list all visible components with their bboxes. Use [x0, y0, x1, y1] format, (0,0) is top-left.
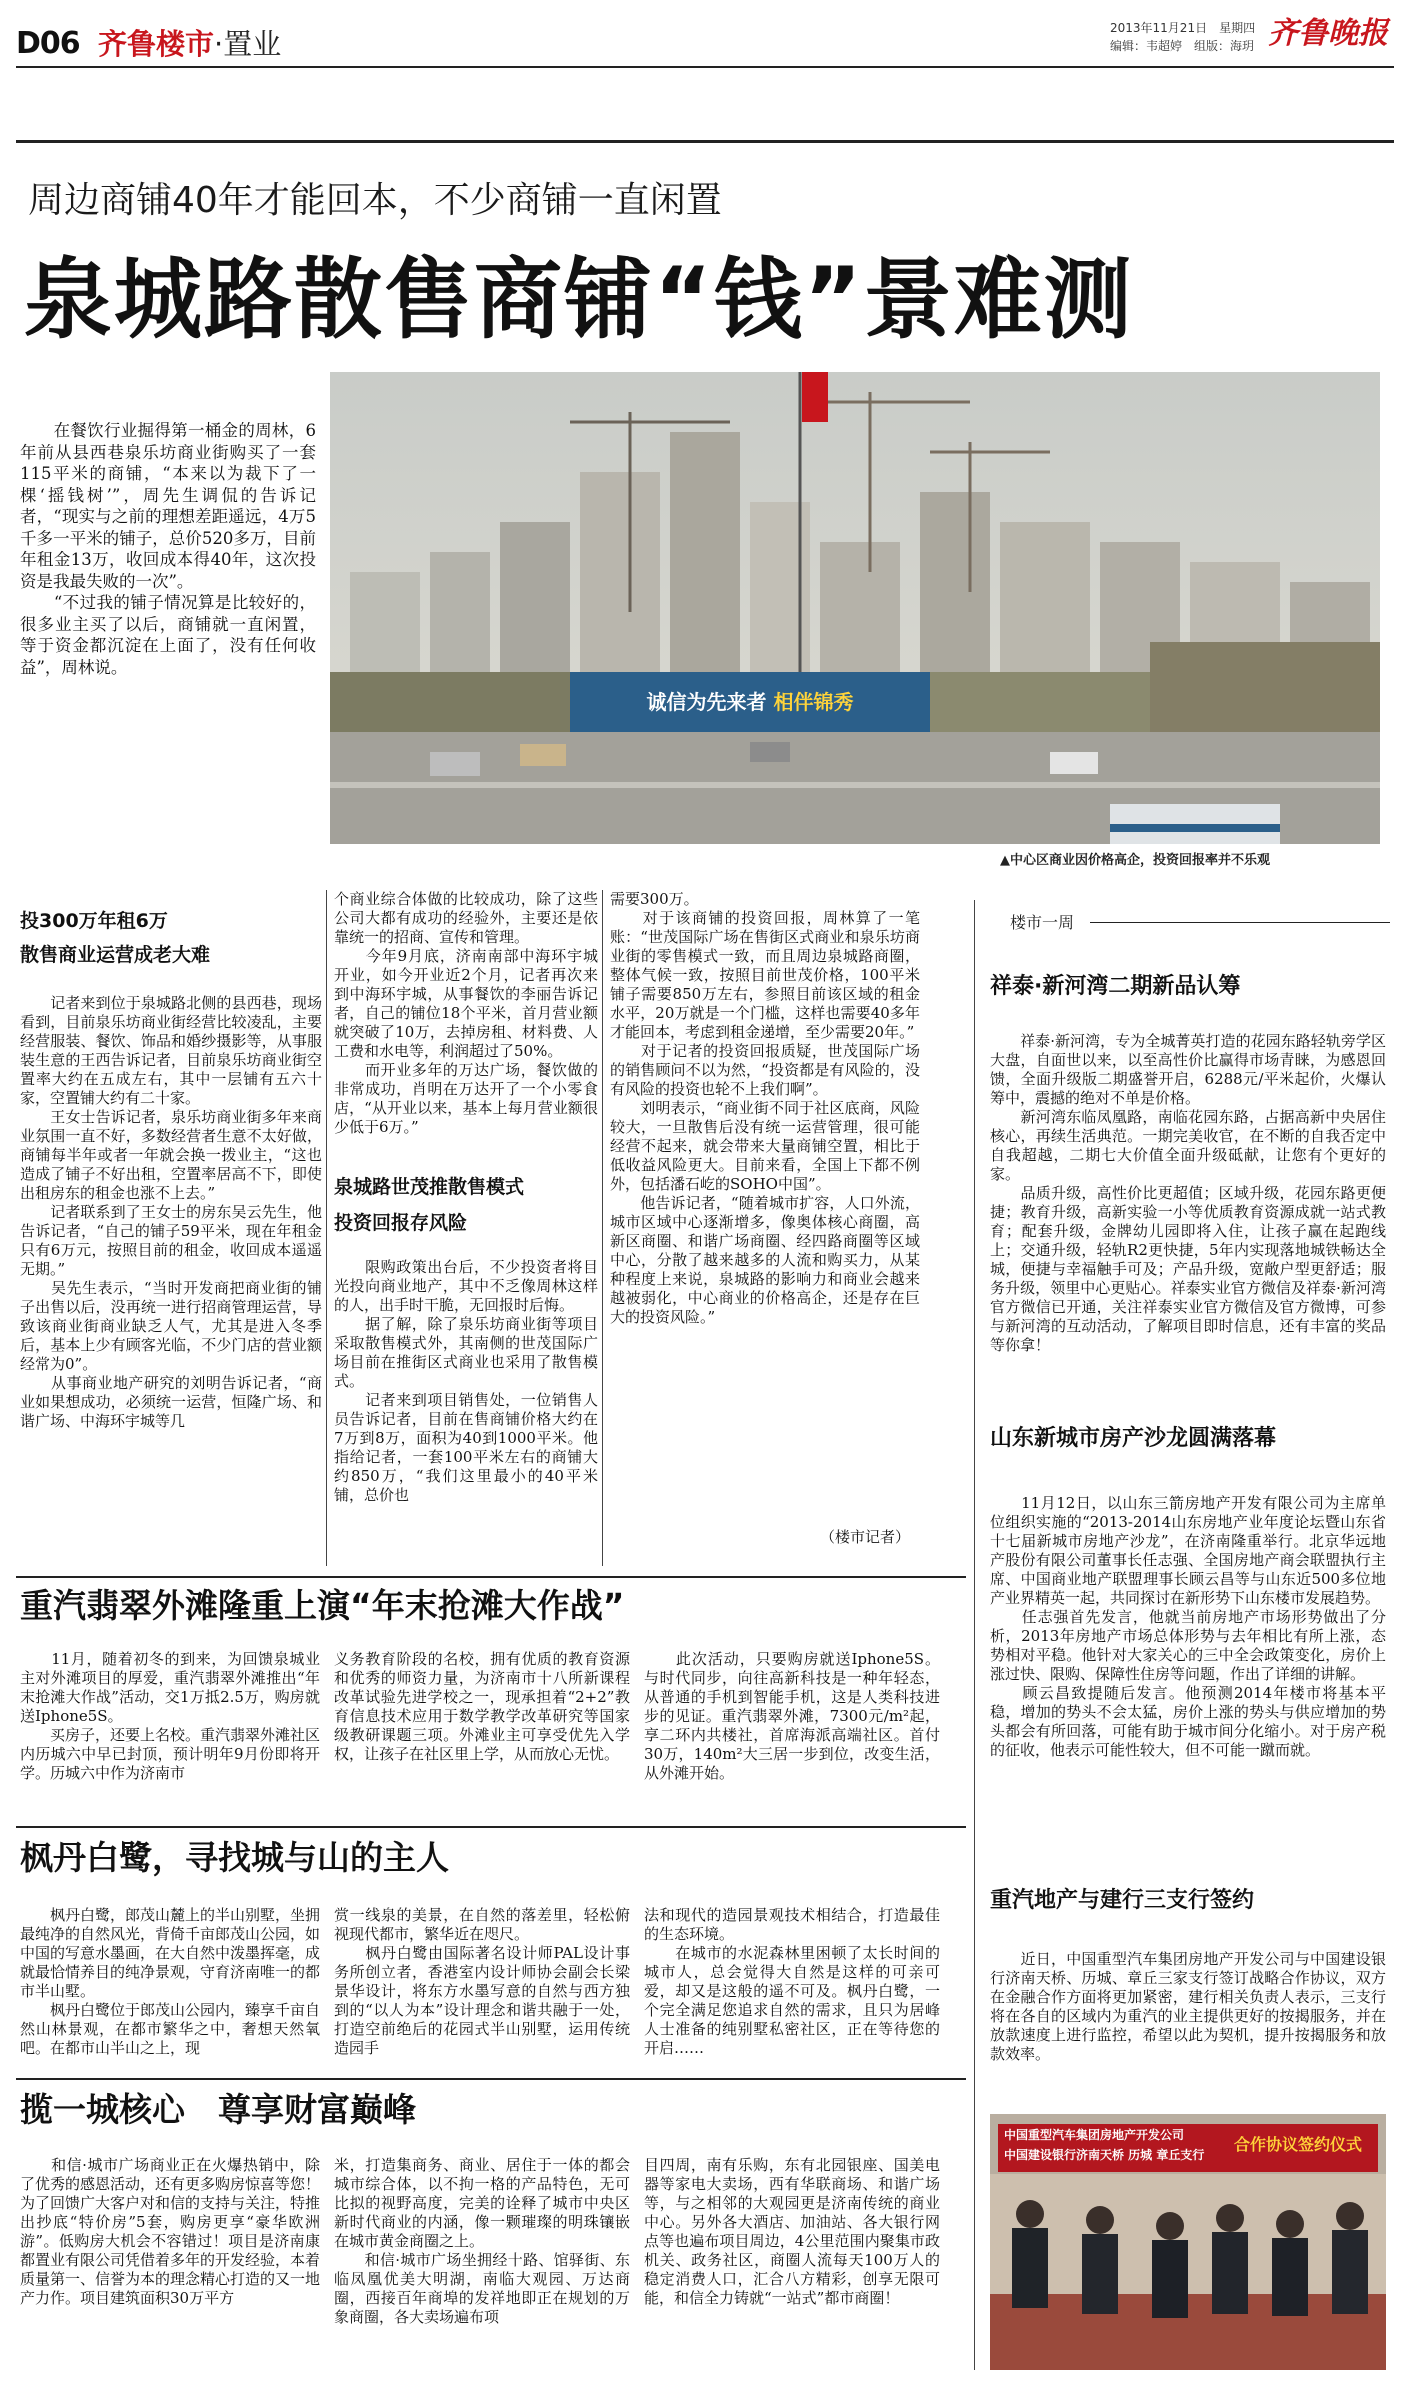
article-2-title: 枫丹白鹭，寻找城与山的主人: [20, 1838, 449, 1877]
sidebar-title-2: 山东新城市房产沙龙圆满落幕: [990, 1426, 1277, 1451]
article-3-col-1: 和信·城市广场商业正在火爆热销中，除了优秀的感恩活动，还有更多购房惊喜等您！为了回馈广大客户对和信的支持与关注，特推出抄底“特价房”5套，购房更享“豪华欧洲游”。低购房大机会不容错过！项目是济南康都置业有限公司凭借着多年的开发经验，本着质量第一、信誉为本的理念精心打造的又一地产力作。项目建筑面积30万平方: [20, 2156, 320, 2307]
article-2-col-1: 枫丹白鹭，郎茂山麓上的半山别墅，坐拥最纯净的自然风光，背倚千亩郎茂山公园，如中国的写意水墨画，在大自然中泼墨挥毫，成就最恰情养目的纯净景观，守育济南唯一的都市半山墅。 枫丹白鹭位于郎茂山公园内，臻享千亩自然山林景观，在都市繁华之中，奢想天然氧吧。在都市山半山之上，现: [20, 1906, 320, 2057]
page-number: D06: [16, 26, 80, 61]
lead-byline: （楼市记者）: [820, 1528, 911, 1546]
signing-banner-line-1: 中国重型汽车集团房地产开发公司: [1004, 2128, 1185, 2142]
article-3-col-3: 目四周，南有乐购，东有北园银座、国美电器等家电大卖场，西有华联商场、和谐广场等，与之相邻的大观园更是济南传统的商业中心。另外各大酒店、加油站、各大银行网点等也遍布项目周边，4公里范围内聚集市政机关、政务社区，商圈人流每天100万人的稳定消费人口，汇合八方精彩，创享无限可能，和信全力铸就“一站式”都市商圈！: [644, 2156, 940, 2307]
article-2-col-2: 赏一线泉的美景，在自然的落差里，轻松俯视现代都市，繁华近在咫尺。 枫丹白鹭由国际著名设计师PAL设计事务所创立者，香港室内设计师协会副会长梁景华设计，将东方水墨写意的自然与西方独到的“以人为本”设计理念和谐共融于一处，打造空前绝后的花园式半山别墅，运用传统造园手: [334, 1906, 630, 2057]
lead-intro: 在餐饮行业掘得第一桶金的周林，6年前从县西巷泉乐坊商业街购买了一套115平米的商铺，“本来以为裁下了一棵‘摇钱树’”，周先生调侃的告诉记者，“现实与之前的理想差距遥远，4万5千多一平米的铺子，总价520多万，目前年租金13万，收回成本得40年，这次投资是我最失败的一次”。 “不过我的铺子情况算是比较好的，很多业主买了以后，商铺就一直闲置，等于资金都沉淀在上面了，没有任何收益”，周林说。: [20, 421, 316, 677]
city-skyline-photo: [330, 372, 1380, 844]
section-main: 齐鲁楼市: [98, 27, 215, 61]
article-1-col-2: 义务教育阶段的名校，拥有优质的教育资源和优秀的师资力量，为济南市十八所新课程改革试验先进学校之一，现承担着“2+2”教育信息技术应用于数学教学改革研究等国家级教研课题三项。外滩业主可享受优先入学权，让孩子在社区里上学，从而放心无忧。: [334, 1650, 630, 1763]
article-3-col-2: 米，打造集商务、商业、居住于一体的都会城市综合体，以不拘一格的产品特色，无可比拟的视野高度，完美的诠释了城市中央区新时代商业的内涵，像一颗璀璨的明珠镶嵌在城市黄金商圈之上。 和信·城市广场坐拥经十路、馆驿街、东临凤凰优美大明湖，南临大观园、万达商圈，西接百年商埠的发祥地即正在规划的万象商圈，各大卖场遍布项: [334, 2156, 630, 2326]
newspaper-logo: 齐鲁晚报: [1268, 16, 1388, 51]
lead-photo: [330, 372, 1380, 844]
sidebar-label-rule: [1090, 922, 1390, 923]
article-1-col-3: 此次活动，只要购房就送Iphone5S。与时代同步，向往高新科技是一种年轻态，从普通的手机到智能手机，这是人类科技进步的见证。重汽翡翠外滩，7300元/m²起，享二环内共楼社，首席海派高端社区。首付30万，140m²大三居一步到位，改变生活，从外滩开始。: [644, 1650, 940, 1782]
lead-col-1: 记者来到位于泉城路北侧的县西巷，现场看到，目前泉乐坊商业街经营比较凌乱，主要经营服装、餐饮、饰品和婚纱摄影等，从事服装生意的王西告诉记者，目前泉乐坊商业街空置率大约在五成左右，其中一层铺有五六十家，空置铺大约有二十家。 王女士告诉记者，泉乐坊商业街多年来商业氛围一直不好，多数经营者生意不太好做，商铺每半年或者一年就会换一拨业主，“这也造成了铺子不好出租，空置率居高不下，即使出租房东的租金也涨不上去。” 记者联系到了王女士的房东吴云先生，他告诉记者，“自己的铺子59平米，现在年租金只有6万元，按照目前的租金，收回成本遥遥无期。” 吴先生表示，“当时开发商把商业街的铺子出售以后，没再统一进行招商管理运营，导致该商业街商业缺乏人气，尤其是进入冬季后，基本上少有顾客光临，不少门店的营业额经常为0”。 从事商业地产研究的刘明告诉记者，“商业如果想成功，必须统一运营，恒隆广场、和谐广场、中海环宇城等几: [20, 994, 322, 1430]
lead-subhead-a: 投300万年租6万: [20, 910, 168, 932]
article-1-col-1: 11月，随着初冬的到来，为回馈泉城业主对外滩项目的厚爱，重汽翡翠外滩推出“年末抢滩大作战”活动，交1万抵2.5万，购房就送Iphone5S。 买房子，还要上名校。重汽翡翠外滩社区内历城六中早已封顶，预计明年9月份即将开学。历城六中作为济南市: [20, 1650, 320, 1782]
signing-banner-line-3: 合作协议签约仪式: [1234, 2135, 1363, 2154]
lead-title: 泉城路散售商铺“钱”景难测: [24, 248, 1134, 351]
lead-col-2a: 个商业综合体做的比较成功，除了这些公司大都有成功的经验外，主要还是依靠统一的招商、宣传和管理。 今年9月底，济南南部中海环宇城开业，如今开业近2个月，记者再次来到中海环宇城，从事餐饮的李丽告诉记者，自己的铺位18个平米，首月营业额就突破了10万，去掉房租、材料费、人工费和水电等，利润超过了50%。 而开业多年的万达广场，餐饮做的非常成功，肖明在万达开了一个小零食店，“从开业以来，基本上每月营业额很少低于6万。”: [334, 890, 598, 1136]
sidebar-rule: [974, 900, 975, 2370]
sidebar-title-3: 重汽地产与建行三支行签约: [990, 1888, 1255, 1913]
article-2-col-3: 法和现代的造园景观技术相结合，打造最佳的生态环境。 在城市的水泥森林里困顿了太长时间的城市人，总会觉得大自然是这样的可亲可爱，却又是这般的遥不可及。枫丹白鹭，一个完全满足您追求自然的需求，且只为居峰人士准备的纯别墅私密社区，正在等待您的开启……: [644, 1906, 940, 2057]
sidebar-para-3: 近日，中国重型汽车集团房地产开发公司与中国建设银行济南天桥、历城、章丘三家支行签订战略合作协议，双方在金融合作方面将更加紧密，建行相关负责人表示，三支行将在各自的区域内为重汽的业主提供更好的按揭服务，并在放款速度上进行监控，希望以此为契机，提升按揭服务和放款效率。: [990, 1950, 1386, 2063]
article-2-rule: [16, 1826, 966, 1828]
article-3-rule: [16, 2078, 966, 2080]
lead-subhead-c: 泉城路世茂推散售模式: [334, 1176, 525, 1198]
article-1-title: 重汽翡翠外滩隆重上演“年末抢滩大作战”: [20, 1586, 625, 1625]
lead-col-rule-1: [326, 890, 327, 1566]
photo-banner-left: 诚信为先来者: [646, 690, 767, 714]
photo-banner-right: 相伴锦秀: [773, 690, 854, 714]
sidebar-para-2: 11月12日，以山东三箭房地产开发有限公司为主席单位组织实施的“2013-2014山东房地产业年度论坛暨山东省十七届新城市房地产沙龙”，在济南隆重举行。北京华远地产股份有限公司董事长任志强、全国房地产商会联盟执行主席、中国商业地产联盟理事长顾云昌等与山东近500多位地产业界精英一起，共同探讨在新形势下山东楼市发展趋势。 任志强首先发言，他就当前房地产市场形势做出了分析，2013年房地产市场总体形势与去年相比有所上涨，态势相对平稳。他针对大家关心的三中全会政策变化，房价上涨过快、限购、保障性住房等问题，作出了详细的讲解。 顾云昌致提随后发言。他预测2014年楼市将基本平稳，增加的势头不会太猛，房价上涨的势头与供应增加的势头都会有所回落，可能有助于城市间分化缩小。对于房产税的征收，他表示可能性较大，但不可能一蹴而就。: [990, 1494, 1386, 1759]
editor-line: 编辑：韦超婷 组版：海玥: [1110, 39, 1255, 53]
lead-top-rule: [16, 140, 1394, 143]
lead-col-3: 需要300万。 对于该商铺的投资回报，周林算了一笔账：“世茂国际广场在售街区式商业和泉乐坊商业街的零售模式一致，而且周边泉城路商圈，整体气候一致，按照目前世茂价格，100平米铺子需要850万左右，参照目前该区域的租金水平，20万就是一个门槛，这样也需要40多年才能回本，考虑到租金递增，至少需要20年。” 对于记者的投资回报质疑，世茂国际广场的销售顾问不以为然，“投资都是有风险的，没有风险的投资也轮不上我们啊”。 刘明表示，“商业街不同于社区底商，风险较大，一旦散售后没有统一运营管理，很可能经营不起来，就会带来大量商铺空置，相比于低收益风险更大。目前来看，全国上下都不例外，包括潘石屹的SOHO中国”。 他告诉记者，“随着城市扩容，人口外流，城市区域中心逐渐增多，像奥体核心商圈，高新区商圈、和谐广场商圈、经四路商圈等区域中心，分散了越来越多的人流和购买力，从某种程度上来说，泉城路的影响力和商业会越来越被弱化，中心商业的价格高企，还是存在巨大的投资风险。”: [610, 890, 920, 1326]
date-line: 2013年11月21日 星期四: [1110, 21, 1256, 35]
signing-photo: [990, 2114, 1386, 2370]
photo-banner-text: [570, 682, 930, 722]
sidebar-title-1: 祥泰·新河湾二期新品认筹: [990, 974, 1241, 999]
section-sub: ·置业: [214, 27, 282, 61]
lead-col-rule-2: [602, 890, 603, 1566]
lead-subhead-d: 投资回报存风险: [334, 1212, 468, 1234]
lead-subtitle: 周边商铺40年才能回本，不少商铺一直闲置: [28, 180, 722, 221]
signing-banner-line-2: 中国建设银行济南天桥 历城 章丘支行: [1004, 2148, 1205, 2162]
lead-subhead-b: 散售商业运营成老大难: [20, 944, 211, 966]
signing-people: [990, 2174, 1386, 2370]
photo-caption: ▲中心区商业因价格高企，投资回报率并不乐观: [1000, 853, 1270, 868]
sidebar-para-1: 祥泰·新河湾，专为全城菁英打造的花园东路轻轨旁学区大盘，自面世以来，以至高性价比赢得市场青睐，为感恩回馈，全面升级版二期盛誉开启，6288元/平米起价，火爆认筹中，震撼的绝对不单是价格。 新河湾东临凤凰路，南临花园东路，占据高新中央居住核心，再续生活典范。一期完美收官，在不断的自我否定中自我超越，二期七大价值全面升级砥献，让您有个更好的家。 品质升级，高性价比更超值；区域升级，花园东路更便捷；教育升级，高新实验一小等优质教育资源成就一站式教育；配套升级，金牌幼儿园即将入住，让孩子赢在起跑线上；交通升级，轻轨R2更快捷，5年内实现落地城铁畅达全城，便捷与幸福触手可及；产品升级，宽敞户型更舒适；服务升级，领里中心更贴心。祥泰实业官方微信及祥泰·新河湾官方微信已开通，关注祥泰实业官方微信及官方微博，可参与新河湾的互动活动，了解项目即时信息，还有丰富的奖品等你拿！: [990, 1032, 1386, 1354]
article-3-title: 揽一城核心 尊享财富巅峰: [20, 2090, 416, 2129]
lead-col-2b: 限购政策出台后，不少投资者将目光投向商业地产，其中不乏像周林这样的人，出手时干脆，无回报时后悔。 据了解，除了泉乐坊商业街等项目采取散售模式外，其南侧的世茂国际广场目前在推街区式商业也采用了散售模式。 记者来到项目销售处，一位销售人员告诉记者，目前在售商铺价格大约在7万到8万，面积为40到1000平米。他指给记者，一套100平米左右的商铺大约850万，“我们这里最小的40平米铺，总价也: [334, 1258, 598, 1504]
articles-top-rule: [16, 1576, 966, 1578]
section-name: [98, 26, 281, 62]
header-rule: [16, 66, 1394, 68]
sidebar-label: 楼市一周: [1010, 913, 1075, 932]
